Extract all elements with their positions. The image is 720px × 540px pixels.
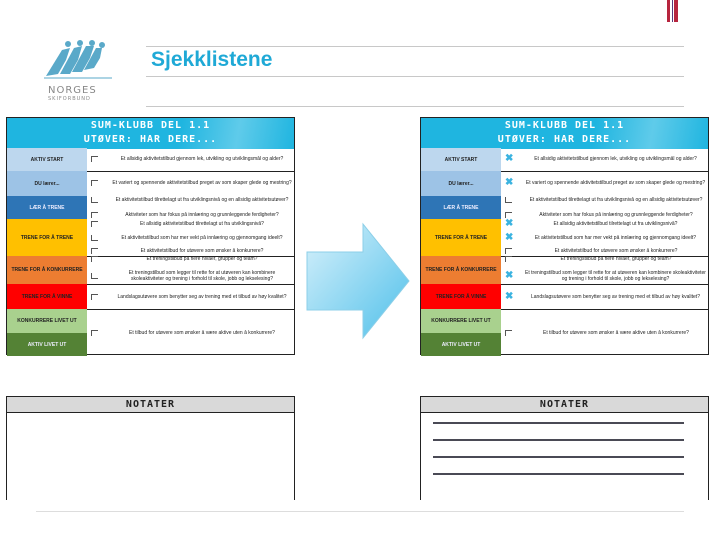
divider [146, 76, 684, 77]
checked-x-icon[interactable]: ✖ [505, 153, 514, 164]
checkbox[interactable] [91, 330, 98, 336]
item-text: Et allsidig aktivitetstilbud tilrettelagt ut fra utviklingsnivå? [140, 221, 264, 227]
checkbox[interactable] [91, 248, 98, 254]
checklist-item [91, 255, 292, 263]
stage-label: TRENE FOR Å VINNE [7, 284, 87, 309]
row-divider [501, 284, 708, 285]
stage-label: TRENE FOR Å TRENE [421, 219, 501, 256]
skiers-logo-icon [42, 38, 114, 80]
checklist-item [91, 196, 292, 204]
checklist-item [91, 247, 292, 255]
stage-label: TRENE FOR Å TRENE [7, 219, 87, 256]
item-text: Et tilbud for utøvere som ønsker å være aktive uten å konkurrere? [543, 330, 689, 336]
page-title: Sjekklistene [151, 48, 273, 71]
sheet-title: SUM-KLUBB DEL 1.1 [504, 120, 625, 131]
checkbox[interactable] [91, 273, 98, 279]
item-text: Et variert og spennende aktivitetstilbud preget av som skaper glede og mestring? [525, 180, 706, 186]
notes-title: NOTATER [7, 397, 294, 413]
checklist-item [505, 155, 706, 163]
note-line[interactable] [433, 422, 684, 424]
row-divider [501, 309, 708, 310]
item-text: Aktiviteter som har fokus på innlæring og grunnleggende ferdigheter? [125, 212, 279, 218]
checklist-item [91, 234, 292, 242]
item-text: Et aktivitetstilbud tilrettelagt ut fra utviklingsnivå og en allsidig aktivitetsutøver? [115, 197, 289, 203]
item-text: Et treningstilbud på flere nivåer, grupper og team? [146, 256, 258, 262]
divider [146, 46, 684, 47]
item-text: Et aktivitetstilbud for utøvere som ønsker å konkurrere? [140, 248, 264, 254]
item-text: Et allsidig aktivitetstilbud gjennom lek, utvikling og utviklingsmål og alder? [120, 156, 284, 162]
item-text: Et aktivitetstilbud som har mer vekt på innlæring og gjennomgang ideelt? [121, 235, 283, 241]
stage-label: TRENE FOR Å VINNE [421, 284, 501, 309]
notes-box-left [6, 396, 295, 500]
item-text: Et tilbud for utøvere som ønsker å være aktive uten å konkurrere? [129, 330, 275, 336]
row-divider [87, 284, 294, 285]
checklist-item [91, 269, 292, 283]
checked-x-icon[interactable]: ✖ [505, 218, 514, 229]
logo [42, 38, 114, 102]
checklist-item [505, 179, 706, 187]
stage-label: AKTIV LIVET UT [421, 333, 501, 356]
sheet-title: UTØVER: HAR DERE... [497, 134, 632, 145]
checkbox[interactable] [505, 256, 512, 262]
item-text: Et aktivitetstilbud som har mer vekt på innlæring og gjennomgang ideelt? [534, 235, 697, 241]
arrow-right-icon [305, 222, 411, 340]
notes-box-right [420, 396, 709, 500]
row-divider [501, 171, 708, 172]
checkbox[interactable] [505, 197, 512, 203]
checkbox[interactable] [91, 294, 98, 300]
checkbox[interactable] [91, 235, 98, 241]
checked-x-icon[interactable]: ✖ [505, 270, 514, 281]
checklist-item [505, 255, 706, 263]
item-text: Et allsidig aktivitetstilbud gjennom lek, utvikling og utviklingsmål og alder? [534, 156, 697, 162]
checklist-item [91, 220, 292, 228]
stage-label: LÆR Å TRENE [7, 196, 87, 219]
item-text: Landslagsutøvere som benytter seg av trening med et tilbud av høy kvalitet? [117, 294, 287, 300]
checkbox[interactable] [505, 330, 512, 336]
row-divider [87, 309, 294, 310]
stage-label: DU lærer... [7, 171, 87, 196]
checklist-empty [6, 117, 295, 355]
notes-title: NOTATER [421, 397, 708, 413]
checklist-item [505, 269, 706, 283]
logo-text: NORGES [48, 85, 97, 96]
item-text: Aktiviteter som har fokus på innlæring og grunnleggende ferdigheter? [539, 212, 693, 218]
stage-label: KONKURRERE LIVET UT [7, 309, 87, 333]
item-text: Et treningstilbud som legger til rette for at utøveren kan kombinere skoleaktiviteter og trening i forhold til skole, jobb og lekselesing? [128, 270, 276, 282]
checkbox[interactable] [505, 248, 512, 254]
stage-label: LÆR Å TRENE [421, 196, 501, 219]
checked-x-icon[interactable]: ✖ [505, 177, 514, 188]
checkbox[interactable] [91, 256, 98, 262]
checklist-item [91, 329, 292, 337]
checked-x-icon[interactable]: ✖ [505, 232, 514, 243]
checklist-item [91, 179, 292, 187]
checkbox[interactable] [91, 197, 98, 203]
flag-stripe [672, 0, 673, 22]
stage-label: AKTIV LIVET UT [7, 333, 87, 356]
checked-x-icon[interactable]: ✖ [505, 291, 514, 302]
stage-label: AKTIV START [421, 148, 501, 171]
stage-label: TRENE FOR Å KONKURRERE [7, 256, 87, 284]
stage-label: TRENE FOR Å KONKURRERE [421, 256, 501, 284]
item-text: Et aktivitetstilbud for utøvere som ønsker å konkurrere? [554, 248, 678, 254]
checklist-item [505, 247, 706, 255]
stage-label: AKTIV START [7, 148, 87, 171]
checklist-item [505, 293, 706, 301]
checklist-item [505, 329, 706, 337]
item-text: Et variert og spennende aktivitetstilbud preget av som skaper glede og mestring? [112, 180, 292, 186]
checklist-item [91, 211, 292, 219]
flag-stripe [667, 0, 670, 22]
checklist-filled [420, 117, 709, 355]
checklist-item [505, 211, 706, 219]
item-text: Landslagsutøvere som benytter seg av trening med et tilbud av høy kvalitet? [531, 294, 700, 300]
checkbox[interactable] [91, 212, 98, 218]
logo-subtext: SKIFORBUND [48, 96, 91, 102]
note-line[interactable] [433, 456, 684, 458]
checklist-item [505, 234, 706, 242]
checklist-item [505, 220, 706, 228]
stage-label: KONKURRERE LIVET UT [421, 309, 501, 333]
sheet-header [7, 118, 294, 149]
item-text: Et allsidig aktivitetstilbud tilrettelagt ut fra utviklingsnivå? [553, 221, 678, 227]
checklist-item [505, 196, 706, 204]
divider [146, 106, 684, 107]
note-line[interactable] [433, 473, 684, 475]
sheet-title: SUM-KLUBB DEL 1.1 [90, 120, 211, 131]
item-text: Et aktivitetstilbud tilrettelagt ut fra utviklingsnivå og en allsidig aktivitetsutøver? [529, 197, 703, 203]
item-text: Et treningstilbud på flere nivåer, grupper og team? [560, 256, 672, 262]
checkbox[interactable] [91, 156, 98, 162]
stage-label: DU lærer... [421, 171, 501, 196]
checklist-item [91, 155, 292, 163]
note-line[interactable] [433, 439, 684, 441]
checklist-item [91, 293, 292, 301]
sheet-header [421, 118, 708, 149]
sheet-title: UTØVER: HAR DERE... [83, 134, 218, 145]
footer-divider [36, 511, 684, 512]
checkbox[interactable] [91, 221, 98, 227]
item-text: Et treningstilbud som legger til rette for at utøveren kan kombinere skoleaktiviteter og trening i forhold til skole, jobb og lekselesing? [525, 270, 706, 282]
flag-stripe [674, 0, 678, 22]
row-divider [87, 171, 294, 172]
checkbox[interactable] [91, 180, 98, 186]
